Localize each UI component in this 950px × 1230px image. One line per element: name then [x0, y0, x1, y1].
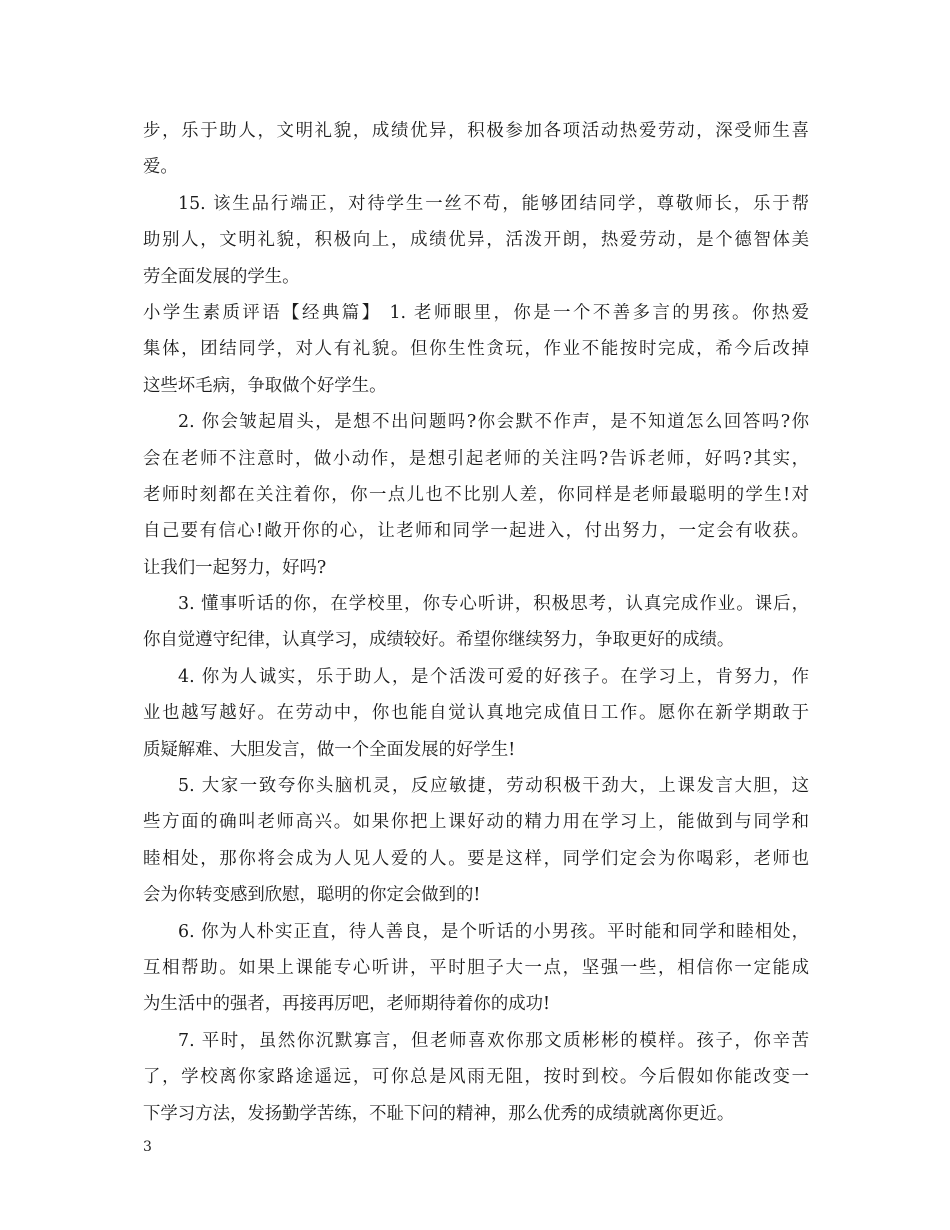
text-line: 你自觉遵守纪律，认真学习，成绩较好。希望你继续努力，争取更好的成绩。	[143, 630, 735, 651]
text-line: 了，学校离你家路途遥远，可你总是风雨无阻，按时到校。今后假如你能改变一	[143, 1067, 809, 1088]
text-line: 6. 你为人朴实正直，待人善良，是个听话的小男孩。平时能和同学和睦相处，	[178, 921, 809, 942]
text-line: 些方面的确叫老师高兴。如果你把上课好动的精力用在学习上，能做到与同学和	[143, 812, 809, 833]
text-line: 业也越写越好。在劳动中，你也能自觉认真地完成值日工作。愿你在新学期敢于	[143, 703, 809, 724]
text-line: 5. 大家一致夸你头脑机灵，反应敏捷，劳动积极干劲大，上课发言大胆，这	[178, 776, 809, 797]
text-line: 自己要有信心!敞开你的心，让老师和同学一起进入，付出努力，一定会有收获。	[143, 521, 809, 542]
text-line: 2. 你会皱起眉头，是想不出问题吗?你会默不作声，是不知道怎么回答吗?你	[178, 412, 809, 433]
text-line: 质疑解难、大胆发言，做一个全面发展的好学生!	[143, 739, 516, 760]
text-line: 劳全面发展的学生。	[143, 266, 300, 287]
text-line: 小学生素质评语【经典篇】 1. 老师眼里，你是一个不善多言的男孩。你热爱	[143, 302, 809, 323]
text-line: 15. 该生品行端正，对待学生一丝不苟，能够团结同学，尊敬师长，乐于帮	[178, 193, 809, 214]
text-line: 步，乐于助人，文明礼貌，成绩优异，积极参加各项活动热爱劳动，深受师生喜	[143, 121, 809, 141]
document-body	[143, 113, 809, 1132]
text-line: 这些坏毛病，争取做个好学生。	[143, 375, 387, 396]
text-line: 集体，团结同学，对人有礼貌。但你生性贪玩，作业不能按时完成，希今后改掉	[143, 339, 809, 360]
text-line: 助别人，文明礼貌，积极向上，成绩优异，活泼开朗，热爱劳动，是个德智体美	[143, 230, 809, 251]
text-line: 老师时刻都在关注着你，你一点儿也不比别人差，你同样是老师最聪明的学生!对	[143, 484, 809, 505]
text-line: 爱。	[143, 157, 178, 178]
text-line: 会在老师不注意时，做小动作，是想引起老师的关注吗?告诉老师，好吗?其实，	[143, 448, 809, 469]
text-line: 互相帮助。如果上课能专心听讲，平时胆子大一点，坚强一些，相信你一定能成	[143, 957, 809, 978]
text-line: 让我们一起努力，好吗?	[143, 557, 327, 578]
text-line: 为生活中的强者，再接再厉吧，老师期待着你的成功!	[143, 994, 550, 1015]
text-line: 会为你转变感到欣慰，聪明的你定会做到的!	[143, 885, 481, 906]
text-line: 7. 平时，虽然你沉默寡言，但老师喜欢你那文质彬彬的模样。孩子，你辛苦	[178, 1030, 809, 1051]
text-line: 3. 懂事听话的你，在学校里，你专心听讲，积极思考，认真完成作业。课后，	[178, 594, 809, 615]
text-line: 睦相处，那你将会成为人见人爱的人。要是这样，同学们定会为你喝彩，老师也	[143, 848, 809, 869]
page-number: 3	[143, 1139, 152, 1155]
text-line: 4. 你为人诚实，乐于助人，是个活泼可爱的好孩子。在学习上，肯努力，作	[178, 666, 809, 687]
text-line: 下学习方法，发扬勤学苦练，不耻下问的精神，那么优秀的成绩就离你更近。	[143, 1103, 735, 1124]
